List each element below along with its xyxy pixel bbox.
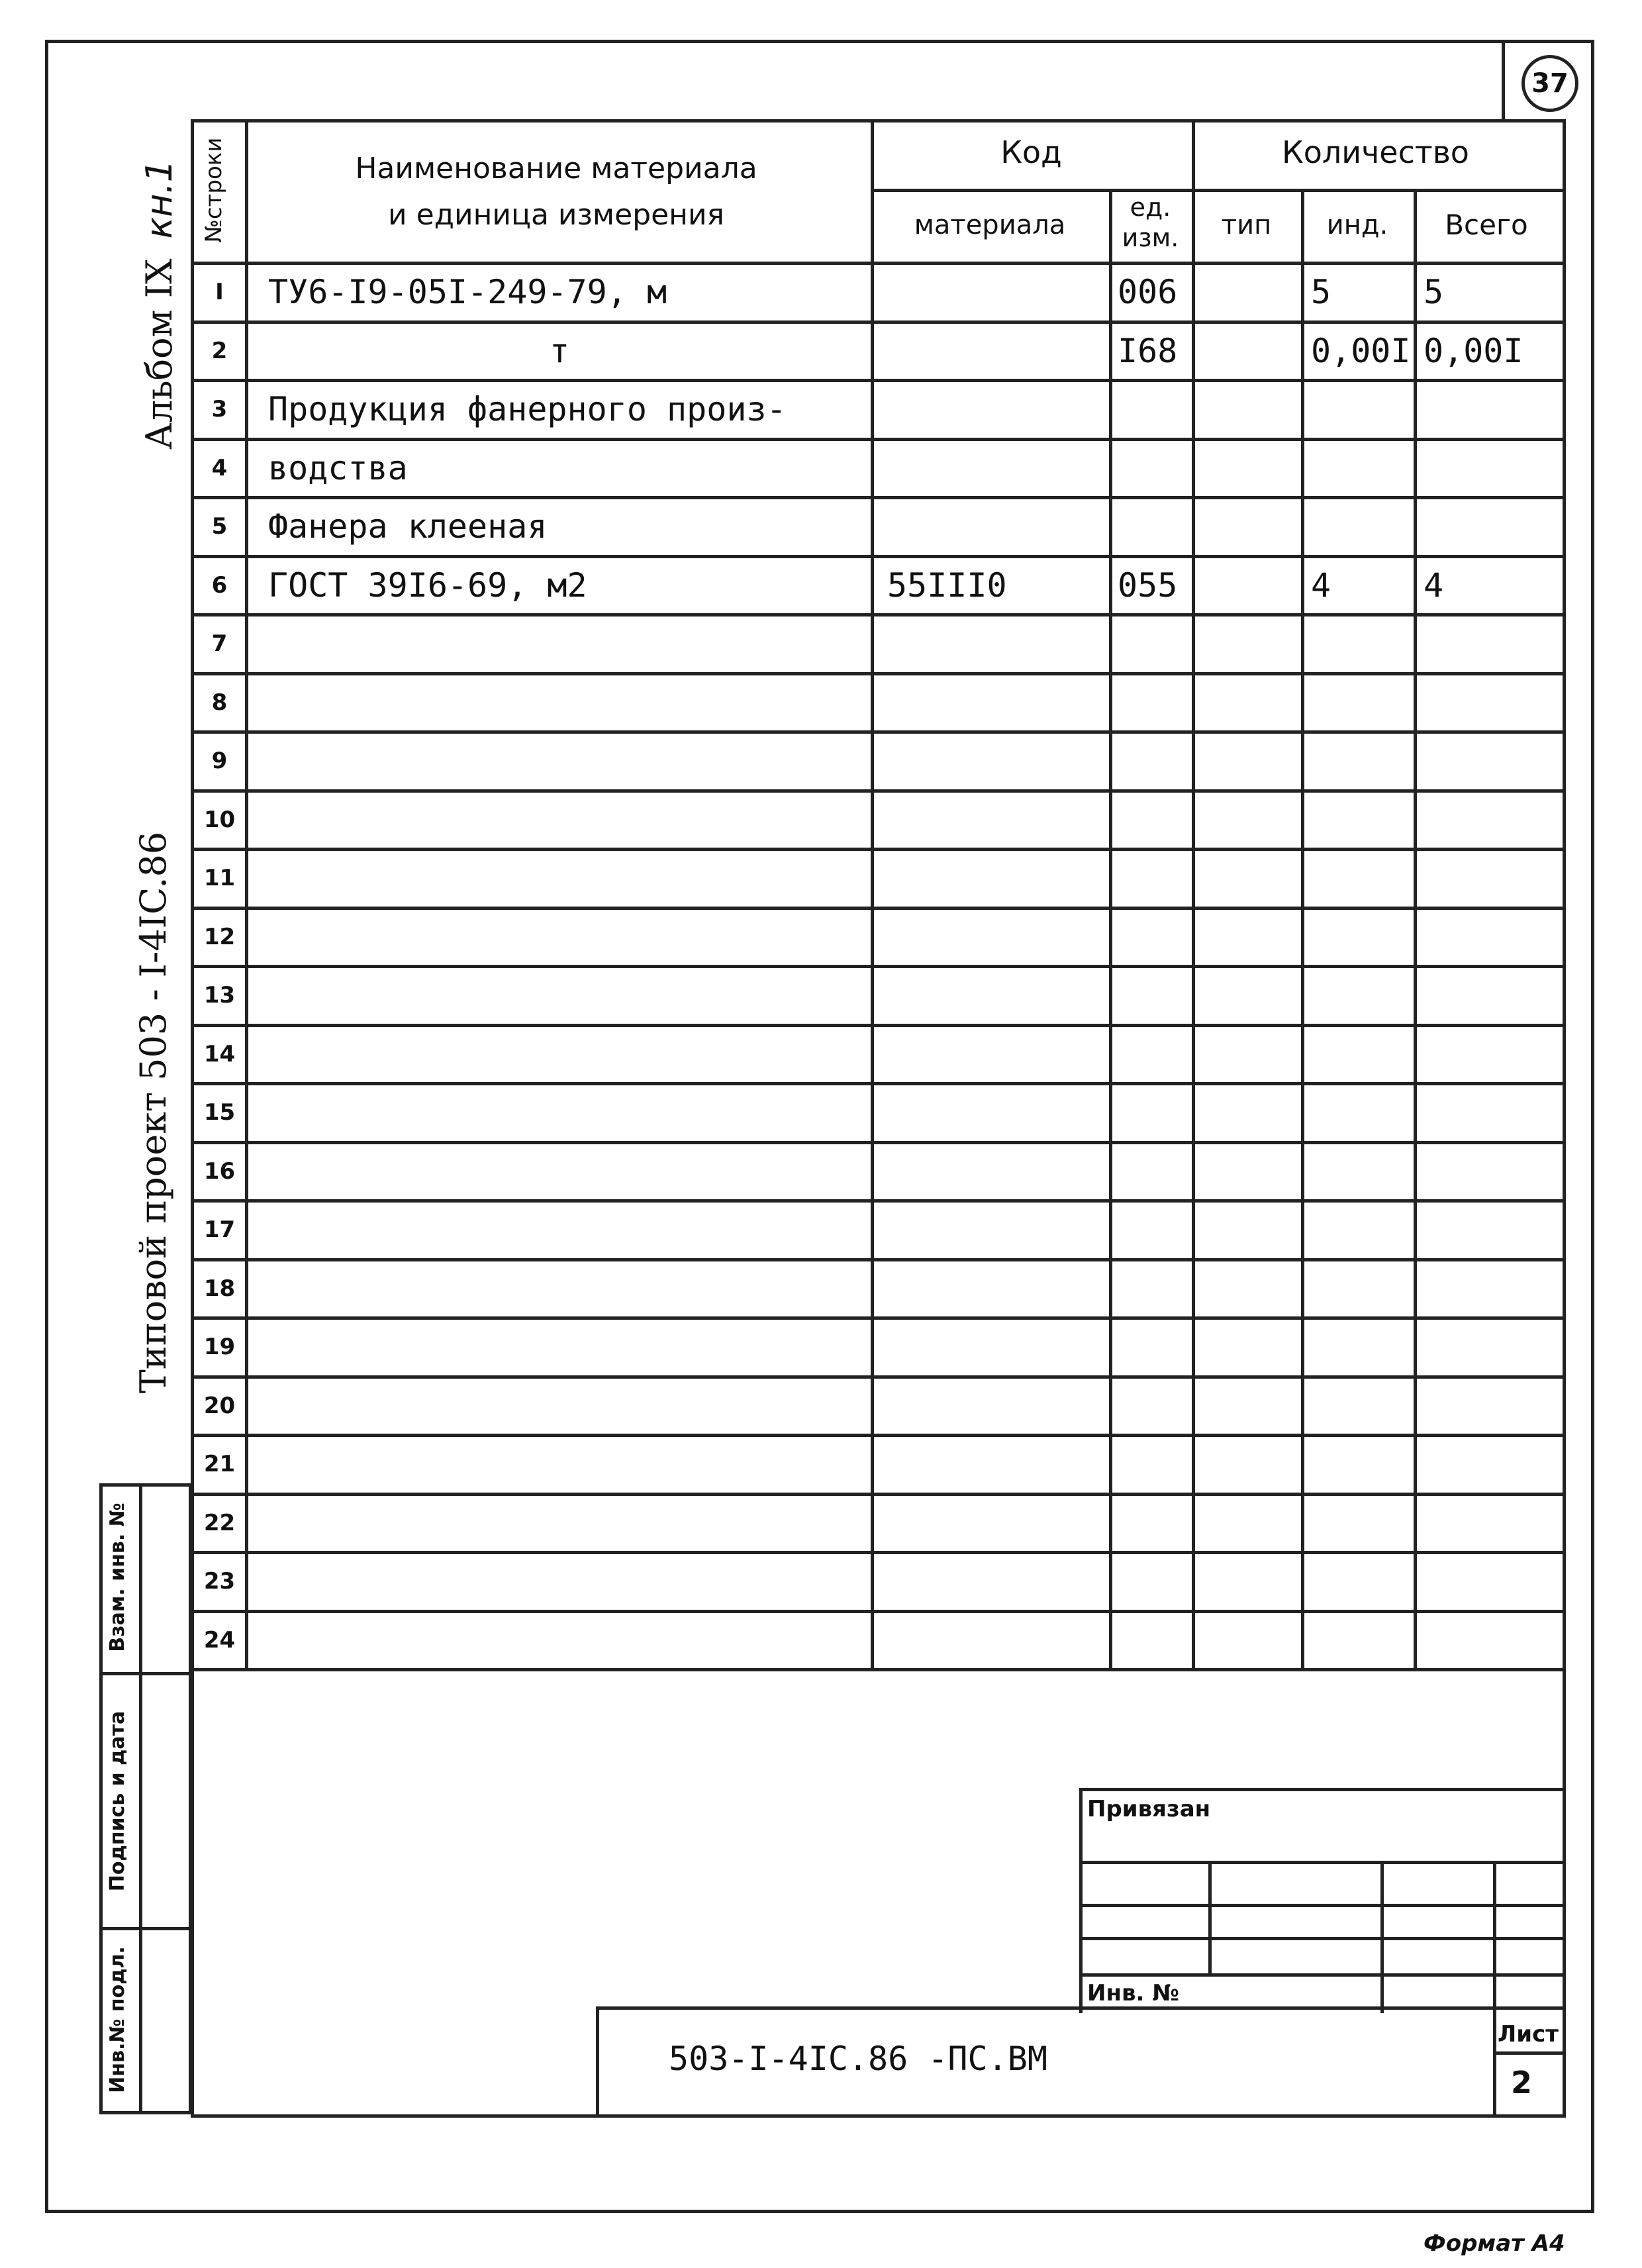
- qty-total-cell: [1417, 1261, 1563, 1317]
- material-code-cell: [874, 1026, 1109, 1083]
- unit-code-cell: 006: [1118, 273, 1178, 312]
- qty-type-cell: [1195, 499, 1301, 555]
- material-code-cell: [874, 675, 1109, 731]
- qty-total-cell: [1417, 792, 1563, 848]
- qty-total-cell: 4: [1424, 566, 1444, 605]
- qty-type-cell: [1195, 616, 1301, 672]
- qty-ind-cell: [1304, 440, 1414, 497]
- qty-total-cell: [1417, 1495, 1563, 1552]
- unit-code-cell: I68: [1118, 331, 1178, 370]
- qty-total-cell: [1417, 499, 1563, 555]
- unit-code-cell: [1112, 1261, 1192, 1317]
- qty-total-cell: [1417, 616, 1563, 672]
- unit-code-cell: [1112, 1378, 1192, 1434]
- row-number: 22: [203, 1509, 236, 1536]
- unit-code-cell: [1112, 381, 1192, 438]
- title-block-line: [1079, 1861, 1563, 1864]
- qty-ind-cell: 0,00I: [1311, 331, 1411, 370]
- qty-type-cell: [1195, 1553, 1301, 1610]
- unit-code-cell: [1112, 733, 1192, 789]
- material-code-cell: [874, 1144, 1109, 1200]
- qty-ind-cell: [1304, 733, 1414, 789]
- title-block-line: [1493, 2051, 1563, 2055]
- qty-total-cell: [1417, 1026, 1563, 1083]
- material-name-cell: [248, 1085, 871, 1141]
- title-block-line: [1079, 1973, 1563, 1977]
- row-number: 23: [203, 1568, 236, 1595]
- book-label: кн.1: [138, 160, 180, 239]
- title-block-line: [1380, 1861, 1384, 2013]
- qty-ind-cell: [1304, 675, 1414, 731]
- format-label: Формат А4: [1424, 2230, 1565, 2257]
- material-name-cell: [248, 675, 871, 731]
- qty-ind-cell: [1304, 1436, 1414, 1493]
- material-code-cell: [874, 1436, 1109, 1493]
- side-project: Типовой проект 503 - I-4IC.86: [132, 831, 174, 1394]
- material-code-cell: [874, 1612, 1109, 1669]
- qty-total-cell: [1417, 1085, 1563, 1141]
- qty-type-cell: [1195, 1319, 1301, 1375]
- qty-total-cell: [1417, 1436, 1563, 1493]
- material-code-cell: [874, 733, 1109, 789]
- material-name-cell: ГОСТ 39I6-69, м2: [268, 566, 587, 605]
- qty-type-cell: [1195, 1495, 1301, 1552]
- qty-ind-cell: [1304, 1553, 1414, 1610]
- row-number: 21: [203, 1451, 236, 1478]
- material-code-cell: [874, 323, 1109, 379]
- material-name-cell: Продукция фанерного произ-: [268, 390, 787, 429]
- qty-ind-cell: [1304, 967, 1414, 1024]
- qty-total-cell: [1417, 733, 1563, 789]
- qty-ind-cell: [1304, 499, 1414, 555]
- unit-code-cell: [1112, 1436, 1192, 1493]
- material-name-cell: ТУ6-I9-05I-249-79, м: [268, 273, 667, 312]
- qty-type-cell: [1195, 1261, 1301, 1317]
- material-name-cell: [248, 1144, 871, 1200]
- material-code-cell: [874, 264, 1109, 320]
- row-number: 18: [203, 1275, 236, 1302]
- material-name-cell: [248, 1319, 871, 1375]
- qty-ind-cell: [1304, 1085, 1414, 1141]
- row-number: 7: [211, 630, 228, 658]
- qty-ind-cell: [1304, 792, 1414, 848]
- unit-code-cell: [1112, 1144, 1192, 1200]
- unit-code-cell: [1112, 909, 1192, 965]
- qty-type-cell: [1195, 1026, 1301, 1083]
- qty-type-cell: [1195, 1202, 1301, 1258]
- material-name-cell: [248, 1553, 871, 1610]
- unit-code-cell: [1112, 1026, 1192, 1083]
- material-name-cell: Фанера клееная: [268, 507, 548, 546]
- material-code-cell: [874, 1085, 1109, 1141]
- material-code-cell: 55III0: [887, 566, 1007, 605]
- row-number: 15: [203, 1099, 236, 1126]
- stamp-inv-podl: Инв.№ подл.: [106, 1946, 129, 2093]
- qty-ind-cell: 5: [1311, 273, 1331, 312]
- privyazan-label: Привязан: [1087, 1796, 1211, 1822]
- table-row-line: [191, 1668, 1566, 1671]
- material-name-cell: [248, 1378, 871, 1434]
- row-number: 16: [203, 1158, 236, 1185]
- material-code-cell: [874, 1495, 1109, 1552]
- row-number: 10: [203, 806, 236, 833]
- qty-type-cell: [1195, 909, 1301, 965]
- row-number: 19: [203, 1334, 236, 1361]
- qty-ind-cell: [1304, 1378, 1414, 1434]
- table-column-line: [1563, 1668, 1566, 2118]
- material-name-cell: [248, 733, 871, 789]
- material-code-cell: [874, 1553, 1109, 1610]
- row-number: 3: [211, 396, 228, 423]
- qty-type-cell: [1195, 1436, 1301, 1493]
- header-qty-total: Всего: [1445, 209, 1528, 241]
- stamp-vzam-inv: Взам. инв. №: [106, 1503, 129, 1652]
- qty-total-cell: [1417, 675, 1563, 731]
- row-number: I: [215, 279, 224, 306]
- title-block-line: [1079, 1937, 1563, 1940]
- material-code-cell: [874, 1261, 1109, 1317]
- qty-ind-cell: [1304, 381, 1414, 438]
- row-number: 5: [211, 513, 228, 540]
- row-number: 11: [203, 865, 236, 892]
- material-code-cell: [874, 499, 1109, 555]
- row-number: 14: [203, 1040, 236, 1067]
- table-column-line: [1563, 119, 1566, 1671]
- material-code-cell: [874, 616, 1109, 672]
- title-block-line: [1079, 1904, 1563, 1907]
- unit-code-cell: [1112, 1202, 1192, 1258]
- title-block-line: [1493, 2006, 1496, 2114]
- qty-ind-cell: [1304, 1202, 1414, 1258]
- header-qty-type: тип: [1221, 210, 1272, 240]
- material-name-cell: [248, 967, 871, 1024]
- qty-total-cell: [1417, 850, 1563, 907]
- qty-type-cell: [1195, 1085, 1301, 1141]
- qty-total-cell: 0,00I: [1424, 331, 1523, 370]
- unit-code-cell: [1112, 967, 1192, 1024]
- row-number: 20: [203, 1392, 236, 1419]
- qty-type-cell: [1195, 967, 1301, 1024]
- table-border-top: [191, 119, 1566, 123]
- row-number: 12: [203, 923, 236, 950]
- unit-code-cell: [1112, 1319, 1192, 1375]
- row-number: 17: [203, 1216, 236, 1244]
- unit-code-cell: [1112, 850, 1192, 907]
- qty-ind-cell: [1304, 1026, 1414, 1083]
- material-code-cell: [874, 381, 1109, 438]
- sheet-circle-number: 37: [1521, 55, 1578, 112]
- qty-ind-cell: 4: [1311, 566, 1331, 605]
- qty-type-cell: [1195, 323, 1301, 379]
- material-name-cell: водства: [268, 448, 408, 487]
- inv-no-label: Инв. №: [1087, 1980, 1180, 2006]
- qty-type-cell: [1195, 1378, 1301, 1434]
- material-name-cell: [248, 1202, 871, 1258]
- qty-total-cell: [1417, 1144, 1563, 1200]
- title-block-line: [1493, 1861, 1496, 2013]
- unit-code-cell: [1112, 1085, 1192, 1141]
- qty-ind-cell: [1304, 1319, 1414, 1375]
- qty-type-cell: [1195, 792, 1301, 848]
- unit-code-cell: [1112, 1553, 1192, 1610]
- material-name-cell: [248, 850, 871, 907]
- unit-code-cell: [1112, 499, 1192, 555]
- table-column-line: [191, 1668, 194, 2114]
- material-name-cell: [248, 1612, 871, 1669]
- title-block-line: [1208, 1861, 1212, 1973]
- header-row-number: №строки: [201, 137, 227, 243]
- row-number: 6: [211, 571, 228, 599]
- material-code-cell: [874, 909, 1109, 965]
- unit-code-cell: [1112, 440, 1192, 497]
- album-label: Альбом IX: [138, 258, 180, 450]
- unit-code-cell: [1112, 792, 1192, 848]
- material-name-cell: [248, 1436, 871, 1493]
- material-code-cell: [874, 440, 1109, 497]
- unit-code-cell: [1112, 1495, 1192, 1552]
- qty-ind-cell: [1304, 1495, 1414, 1552]
- row-number: 24: [203, 1626, 236, 1653]
- header-qty-ind: инд.: [1326, 210, 1388, 240]
- material-name-cell: [248, 1026, 871, 1083]
- material-name-cell: [248, 909, 871, 965]
- header-material-name: Наименование материала и единица измерения: [355, 152, 757, 232]
- qty-ind-cell: [1304, 1261, 1414, 1317]
- qty-type-cell: [1195, 1612, 1301, 1669]
- material-name-cell: т: [549, 331, 570, 370]
- qty-total-cell: [1417, 1553, 1563, 1610]
- header-quantity-group: Количество: [1282, 134, 1469, 170]
- material-code-cell: [874, 1319, 1109, 1375]
- qty-ind-cell: [1304, 1612, 1414, 1669]
- qty-type-cell: [1195, 558, 1301, 614]
- material-code-cell: [874, 850, 1109, 907]
- row-number: 9: [211, 748, 228, 775]
- header-code-unit: ед. изм.: [1122, 193, 1179, 252]
- qty-total-cell: [1417, 1202, 1563, 1258]
- qty-ind-cell: [1304, 909, 1414, 965]
- unit-code-cell: [1112, 675, 1192, 731]
- qty-type-cell: [1195, 733, 1301, 789]
- qty-total-cell: [1417, 967, 1563, 1024]
- qty-ind-cell: [1304, 850, 1414, 907]
- qty-type-cell: [1195, 381, 1301, 438]
- material-name-cell: [248, 616, 871, 672]
- material-code-cell: [874, 1202, 1109, 1258]
- qty-total-cell: [1417, 440, 1563, 497]
- sheet-label: Лист: [1498, 2021, 1559, 2047]
- unit-code-cell: [1112, 1612, 1192, 1669]
- unit-code-cell: 055: [1118, 566, 1178, 605]
- material-name-cell: [248, 1261, 871, 1317]
- header-divider: [871, 189, 1563, 192]
- qty-type-cell: [1195, 850, 1301, 907]
- qty-type-cell: [1195, 675, 1301, 731]
- unit-code-cell: [1112, 616, 1192, 672]
- row-number: 4: [211, 454, 228, 481]
- qty-ind-cell: [1304, 1144, 1414, 1200]
- material-name-cell: [248, 792, 871, 848]
- table-border-bottom: [191, 2114, 1566, 2118]
- qty-total-cell: [1417, 909, 1563, 965]
- qty-total-cell: 5: [1424, 273, 1444, 312]
- header-code-material: материала: [914, 210, 1066, 240]
- row-number: 8: [211, 689, 228, 716]
- qty-total-cell: [1417, 381, 1563, 438]
- row-number: 13: [203, 982, 236, 1009]
- qty-total-cell: [1417, 1378, 1563, 1434]
- header-code-group: Код: [1000, 134, 1062, 170]
- material-code-cell: [874, 967, 1109, 1024]
- sheet-number: 2: [1511, 2065, 1533, 2100]
- qty-ind-cell: [1304, 616, 1414, 672]
- material-code-cell: [874, 1378, 1109, 1434]
- qty-total-cell: [1417, 1612, 1563, 1669]
- qty-type-cell: [1195, 1144, 1301, 1200]
- designation-text: 503-I-4IC.86 -ПС.ВМ: [669, 2040, 1047, 2078]
- material-code-cell: [874, 792, 1109, 848]
- qty-type-cell: [1195, 440, 1301, 497]
- row-number: 2: [211, 337, 228, 364]
- material-name-cell: [248, 1495, 871, 1552]
- stamp-podpis-data: Подпись и дата: [106, 1710, 129, 1892]
- qty-total-cell: [1417, 1319, 1563, 1375]
- qty-type-cell: [1195, 264, 1301, 320]
